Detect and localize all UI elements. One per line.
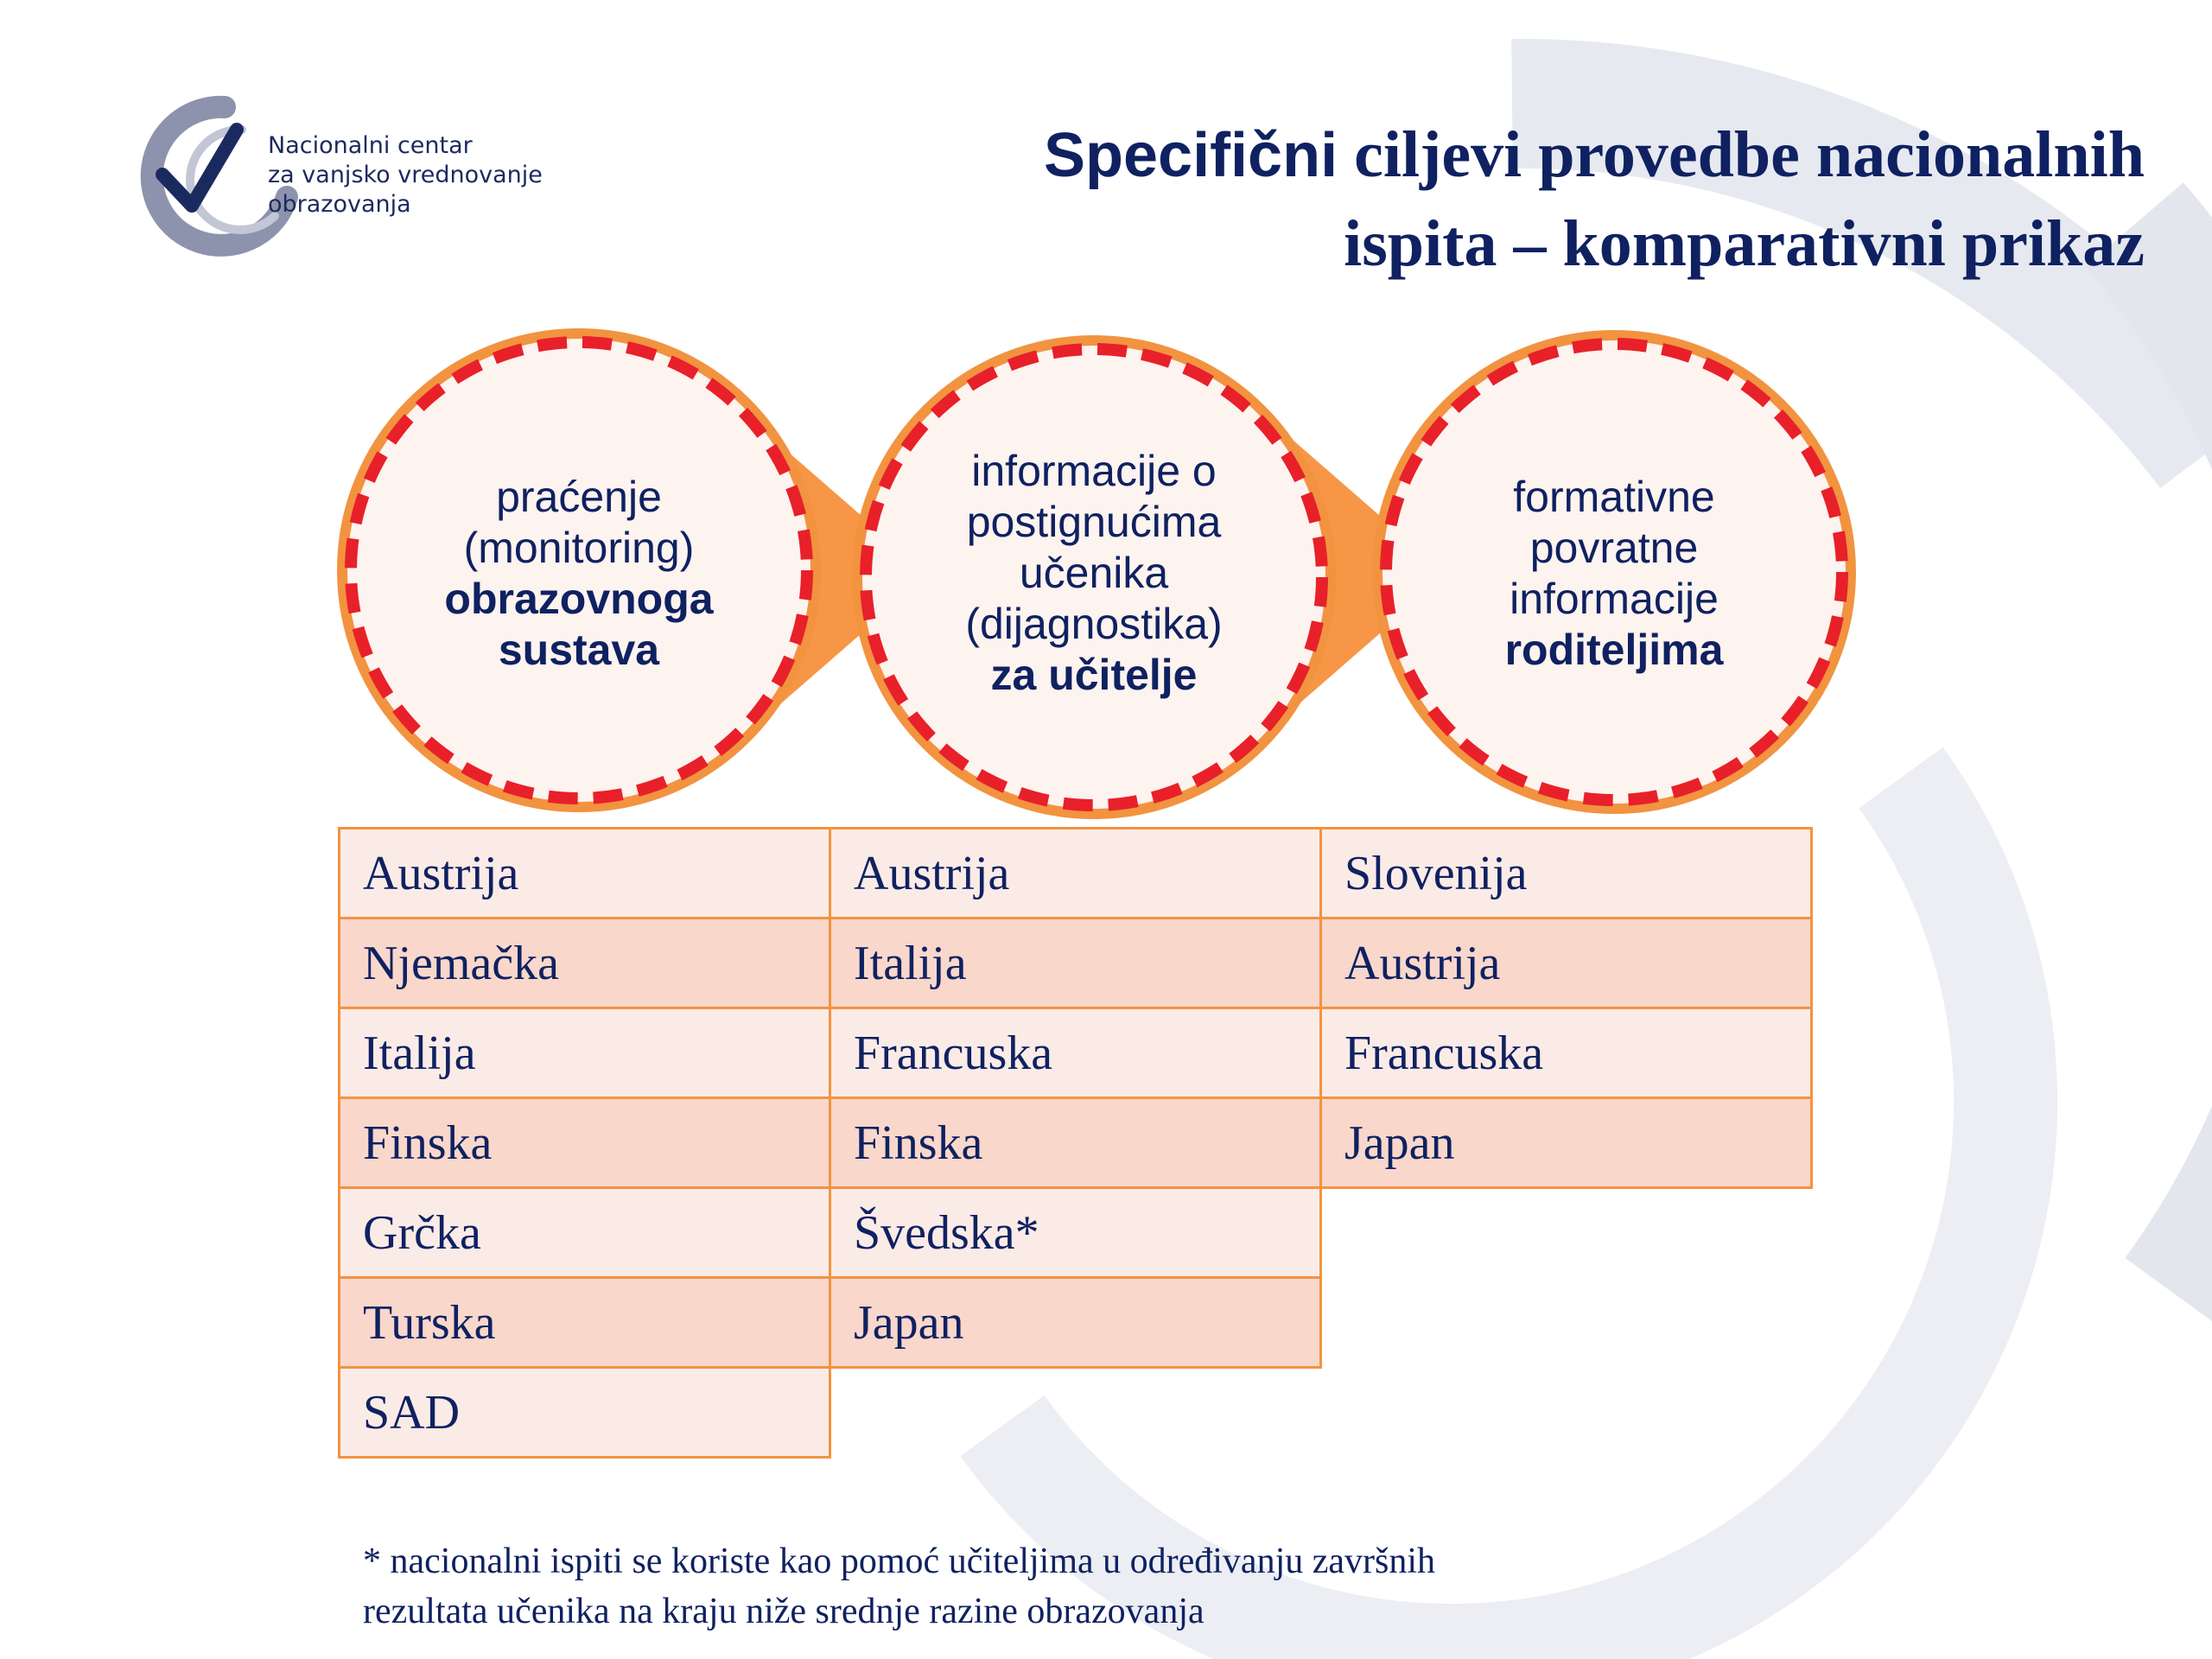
countries-table bbox=[338, 827, 1813, 1459]
country-cell: Slovenija bbox=[1321, 829, 1812, 918]
logo-line: obrazovanja bbox=[268, 191, 411, 218]
country-cell: Finska bbox=[830, 1098, 1321, 1188]
empty-cell bbox=[1321, 1278, 1812, 1368]
empty-cell bbox=[1321, 1188, 1812, 1278]
table-row bbox=[340, 1008, 1812, 1098]
country-cell: Švedska* bbox=[830, 1188, 1321, 1278]
footnote-line-2: rezultata učenika na kraju niže srednje razine obrazovanja bbox=[363, 1592, 1205, 1631]
country-cell: Austrija bbox=[340, 829, 830, 918]
circle-3-text bbox=[1424, 472, 1804, 676]
title-rest: ciljevi provedbe nacionalnih bbox=[1338, 118, 2145, 191]
table-row bbox=[340, 1278, 1812, 1368]
empty-cell bbox=[1321, 1368, 1812, 1458]
logo-line: za vanjsko vrednovanje bbox=[268, 162, 543, 188]
country-cell: Italija bbox=[340, 1008, 830, 1098]
country-cell: Austrija bbox=[830, 829, 1321, 918]
circle-2-light: informacije o postignućima učenika (dijagnostika) bbox=[965, 447, 1223, 648]
table-row bbox=[340, 1368, 1812, 1458]
circle-2-strong: za učitelje bbox=[990, 651, 1198, 699]
country-cell: Finska bbox=[340, 1098, 830, 1188]
title-line-2: ispita – komparativni prikaz bbox=[1344, 207, 2145, 280]
country-cell: Austrija bbox=[1321, 918, 1812, 1008]
table-row bbox=[340, 1188, 1812, 1278]
country-cell: SAD bbox=[340, 1368, 830, 1458]
table-row bbox=[340, 918, 1812, 1008]
footnote bbox=[363, 1536, 1832, 1637]
country-cell: Grčka bbox=[340, 1188, 830, 1278]
country-cell: Francuska bbox=[830, 1008, 1321, 1098]
circle-3-strong: roditeljima bbox=[1504, 626, 1724, 674]
country-cell: Francuska bbox=[1321, 1008, 1812, 1098]
circle-1-strong: obrazovnoga sustava bbox=[444, 575, 714, 674]
country-cell: Turska bbox=[340, 1278, 830, 1368]
table-row bbox=[340, 1098, 1812, 1188]
country-cell: Japan bbox=[1321, 1098, 1812, 1188]
footnote-line-1: * nacionalni ispiti se koriste kao pomoć učiteljima u određivanju završnih bbox=[363, 1541, 1436, 1581]
countries-table-body bbox=[340, 829, 1812, 1458]
country-cell: Njemačka bbox=[340, 918, 830, 1008]
logo-line: Nacionalni centar bbox=[268, 132, 473, 159]
table-row bbox=[340, 829, 1812, 918]
empty-cell bbox=[830, 1368, 1321, 1458]
circle-1-text bbox=[389, 472, 769, 676]
circle-1-light: praćenje (monitoring) bbox=[463, 473, 695, 572]
circle-3-light: formativne povratne informacije bbox=[1510, 473, 1719, 623]
country-cell: Italija bbox=[830, 918, 1321, 1008]
circle-2-text bbox=[904, 446, 1284, 701]
title-first-word: Specifični bbox=[1043, 121, 1338, 190]
country-cell: Japan bbox=[830, 1278, 1321, 1368]
